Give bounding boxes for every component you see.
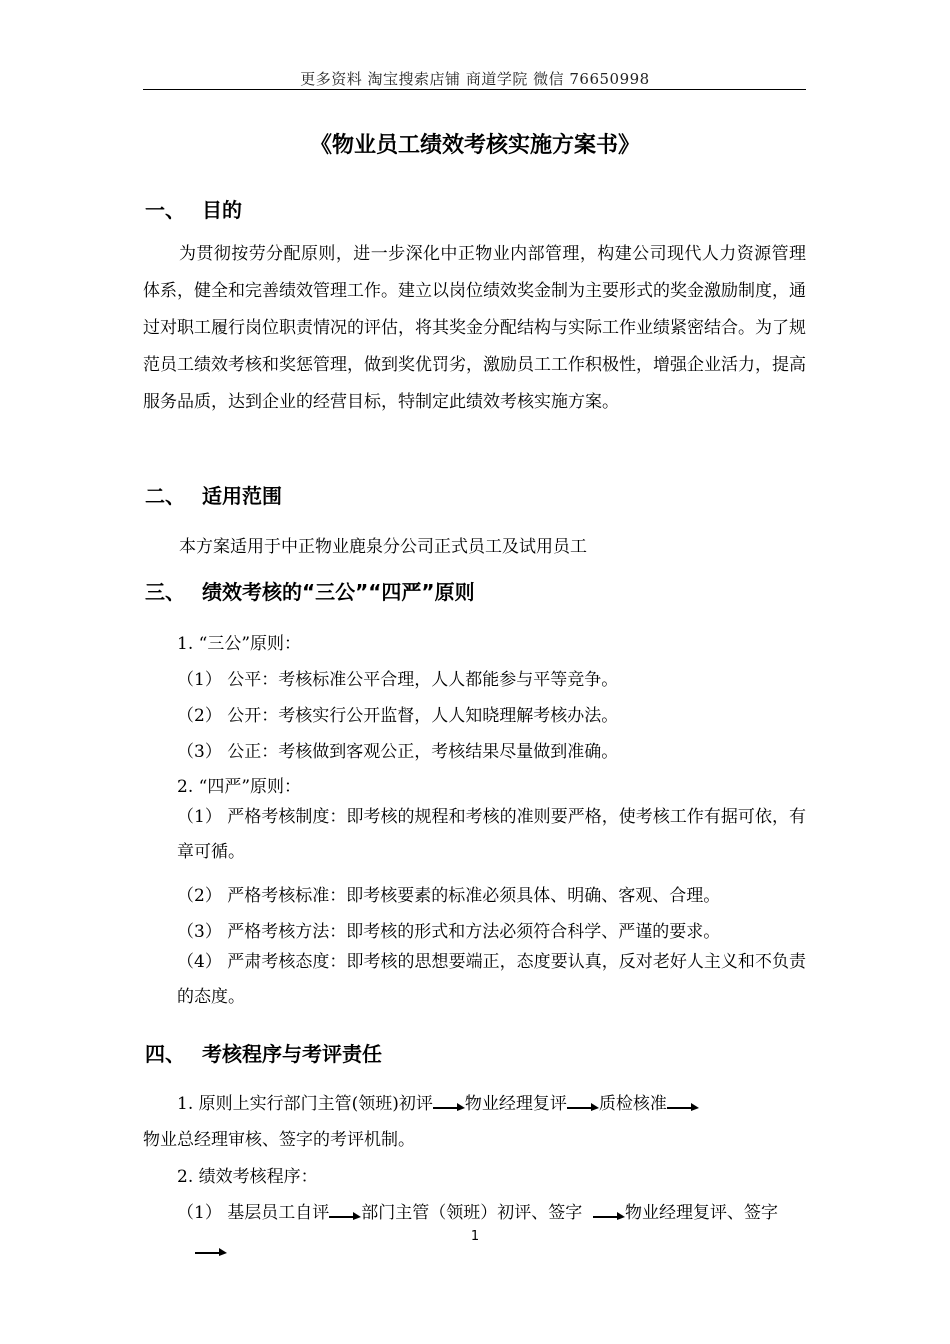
- procedure-step: （1） 基层员工自评: [177, 1203, 330, 1223]
- principle-1-item: （2） 公开：考核实行公开监督，人人知晓理解考核办法。: [177, 706, 619, 726]
- arrow-right-icon: [567, 1098, 599, 1112]
- section-2-title: 适用范围: [202, 484, 282, 508]
- section-3-number: 三、: [145, 580, 185, 604]
- arrow-right-icon: [195, 1243, 227, 1257]
- procedure-step: 部门主管（领班）初评、签字: [361, 1203, 583, 1223]
- section-1-number: 一、: [145, 198, 185, 222]
- principle-1-title: 1. “三公”原则：: [177, 634, 302, 654]
- principle-2-item-text: （1） 严格考核制度：即考核的规程和考核的准则要严格，使考核工作有据可依，有章可循。: [177, 807, 806, 862]
- header-rule: [143, 89, 806, 90]
- principle-1-item: （3） 公正：考核做到客观公正，考核结果尽量做到准确。: [177, 742, 619, 762]
- principle-2-item: [177, 800, 806, 870]
- procedure-item-2-title: 2. 绩效考核程序：: [177, 1167, 318, 1187]
- principle-2-item: （3） 严格考核方法：即考核的形式和方法必须符合科学、严谨的要求。: [177, 922, 721, 942]
- section-4-number: 四、: [145, 1042, 185, 1066]
- section-1-title: 目的: [202, 198, 242, 222]
- section-1-heading: [145, 194, 242, 223]
- arrow-right-icon: [667, 1098, 699, 1112]
- section-2-paragraph: 本方案适用于中正物业鹿泉分公司正式员工及试用员工: [179, 537, 587, 557]
- arrow-right-icon: [433, 1098, 465, 1112]
- document-title: 《物业员工绩效考核实施方案书》: [309, 133, 640, 158]
- procedure-step: 质检核准: [598, 1094, 667, 1114]
- procedure-step: 物业经理复评: [464, 1094, 567, 1114]
- page-header: 更多资料 淘宝搜索店铺 商道学院 微信 76650998: [300, 70, 650, 88]
- section-3-heading: [145, 576, 475, 605]
- principle-2-title: 2. “四严”原则：: [177, 777, 302, 797]
- principle-1-item: （1） 公平：考核标准公平合理，人人都能参与平等竞争。: [177, 670, 619, 690]
- section-2-heading: [145, 480, 282, 509]
- principle-2-item-text: （4） 严肃考核态度：即考核的思想要端正，态度要认真，反对老好人主义和不负责的态度。: [177, 952, 806, 1007]
- section-1-paragraph: 为贯彻按劳分配原则，进一步深化中正物业内部管理，构建公司现代人力资源管理体系，健全和完善绩效管理工作。建立以岗位绩效奖金制为主要形式的奖金激励制度，通过对职工履行岗位职责情况的评估，将其奖金分配结构与实际工作业绩紧密结合。为了规范员工绩效考核和奖惩管理，做到奖优罚劣，激励员工工作积极性，增强企业活力，提高服务品质，达到企业的经营目标，特制定此绩效考核实施方案。: [143, 244, 806, 412]
- principle-2-item: [177, 945, 806, 1015]
- section-2-number: 二、: [145, 484, 185, 508]
- procedure-step: 1. 原则上实行部门主管(领班)初评: [177, 1094, 433, 1114]
- procedure-item-1: [177, 1089, 840, 1114]
- arrow-right-icon: [329, 1207, 361, 1221]
- principle-2-item: （2） 严格考核标准：即考核要素的标准必须具体、明确、客观、合理。: [177, 886, 721, 906]
- section-4-title: 考核程序与考评责任: [202, 1042, 382, 1066]
- procedure-item-1-cont: 物业总经理审核、签字的考评机制。: [143, 1130, 415, 1150]
- procedure-step: 物业经理复评、签字: [625, 1203, 779, 1223]
- section-4-heading: [145, 1038, 382, 1067]
- page-number: 1: [470, 1229, 480, 1244]
- procedure-step-1: [177, 1198, 840, 1223]
- section-3-title: 绩效考核的“三公”“四严”原则: [202, 580, 475, 604]
- arrow-right-icon: [593, 1207, 625, 1221]
